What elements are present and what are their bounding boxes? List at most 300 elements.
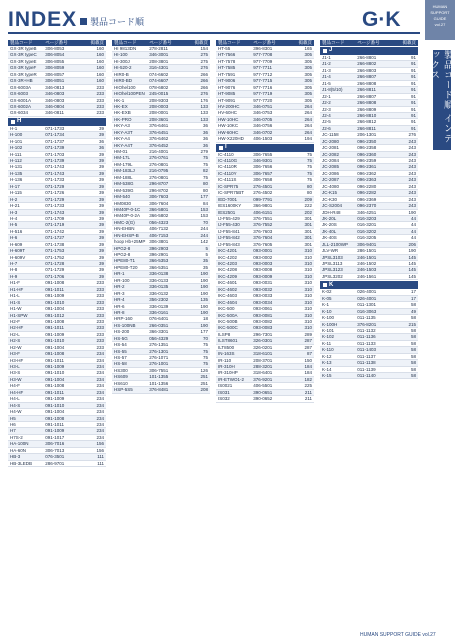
product-code: IKC-4601 xyxy=(218,280,238,286)
product-code: HV-60HC xyxy=(218,110,238,116)
product-code: HS-5G xyxy=(114,335,128,341)
page-number: 5 xyxy=(205,252,209,257)
section-header xyxy=(320,281,418,289)
page-number: 305 xyxy=(304,58,313,64)
catalog-number: 071-1743 xyxy=(45,170,65,176)
product-code: H4-L xyxy=(10,396,20,402)
page-number: 190 xyxy=(200,303,209,309)
page-number: 234 xyxy=(96,434,105,440)
product-code: HSP-5S5 xyxy=(114,387,133,393)
catalog-number: 096-2363 xyxy=(357,177,377,183)
page-number: 301 xyxy=(304,215,313,221)
product-code: JC-2080 xyxy=(322,138,340,144)
product-code: GX-3R typeC xyxy=(10,52,37,58)
index-column xyxy=(112,40,210,394)
product-code: JC-2082 xyxy=(322,151,340,157)
catalog-number: 336-0138 xyxy=(149,271,169,277)
page-number: 275 xyxy=(200,52,209,58)
page-number: 190 xyxy=(200,322,209,328)
catalog-number: 026-4001 xyxy=(357,295,377,301)
page-number: 234 xyxy=(96,409,105,415)
catalog-number: 376-6451 xyxy=(149,129,169,135)
page-number: 243 xyxy=(408,203,417,209)
product-code: J2-6 xyxy=(322,125,331,131)
product-code: H-7 xyxy=(10,261,18,266)
product-code: IC-4110G xyxy=(218,158,238,163)
square-bullet-icon xyxy=(323,283,327,287)
product-code: H-100 xyxy=(10,132,23,138)
page-number: 36 xyxy=(203,129,209,135)
product-code: IC-4110 xyxy=(218,151,234,157)
catalog-number: 071-1727 xyxy=(45,235,65,241)
catalog-number: 977-7716 xyxy=(253,84,273,90)
catalog-number: 306-7657 xyxy=(253,170,273,176)
page-number: 156 xyxy=(96,441,105,447)
product-code: JC-1158 xyxy=(322,132,339,138)
catalog-number: 071-1739 xyxy=(45,145,65,151)
product-code: ILSP8 xyxy=(218,331,231,337)
page-number: 233 xyxy=(96,110,105,116)
product-code: H-135 xyxy=(10,170,23,176)
catalog-number: 266-8801 xyxy=(357,55,377,60)
product-code: HIOhel100PEN xyxy=(114,91,145,97)
section-letter: J xyxy=(329,47,333,54)
catalog-number: 076-6401 xyxy=(149,316,169,322)
product-code: JC-S2004 xyxy=(322,203,343,209)
page-number: 58 xyxy=(411,334,417,340)
index-column xyxy=(320,40,418,379)
catalog-number: 101-1355 xyxy=(149,374,169,380)
page-number: 233 xyxy=(96,97,105,103)
page-number: 111 xyxy=(97,460,105,466)
catalog-number: 296-7301 xyxy=(253,331,273,337)
catalog-number: 266-8812 xyxy=(357,119,377,125)
badge-line: vol.27 xyxy=(434,22,446,27)
product-code: JK-20L xyxy=(322,215,337,221)
product-code: HIOhel100 xyxy=(114,84,136,90)
product-code: HR-2 xyxy=(114,284,125,290)
catalog-number: 011-1135 xyxy=(357,315,376,321)
catalog-number: 396-2901 xyxy=(149,252,169,257)
page-number: 234 xyxy=(96,389,105,395)
product-code: H3-HF xyxy=(10,357,24,363)
catalog-number: 306-9401 xyxy=(357,241,377,247)
page-number: 75 xyxy=(307,151,313,157)
product-code: HKY-A3T xyxy=(114,129,133,135)
product-code: HK-EX xyxy=(114,103,128,109)
page-number: 39 xyxy=(99,215,105,221)
product-code: IKC-500 xyxy=(218,306,235,312)
product-code: H4-W xyxy=(10,409,22,415)
page-number: 234 xyxy=(96,428,105,434)
page-number: 243 xyxy=(408,170,417,176)
page-number: 44 xyxy=(411,228,417,234)
product-code: JC-2084 xyxy=(322,158,340,163)
header-divider xyxy=(8,32,420,34)
page-number: 39 xyxy=(99,164,105,170)
header-page: 掲載頁 xyxy=(402,40,417,46)
catalog-number: 056-4329 xyxy=(149,335,169,341)
product-code: HB-3 xyxy=(10,454,21,460)
page-number: 58 xyxy=(411,373,417,378)
product-code: K-1 xyxy=(322,302,330,308)
product-code: HT-9085 xyxy=(218,91,236,97)
page-number: 279 xyxy=(200,149,209,154)
page-number: 177 xyxy=(200,329,209,335)
badge-line: HUMAN xyxy=(432,4,448,9)
product-code: J2-4 xyxy=(322,112,331,118)
product-code: HKY-A3 xyxy=(114,123,130,129)
catalog-number: 091-1012 xyxy=(45,312,65,318)
product-code: IR-310H xyxy=(218,364,235,369)
catalog-number: 977-7712 xyxy=(253,71,273,77)
product-code: H3-S xyxy=(10,370,21,376)
page-number: 287 xyxy=(304,338,313,344)
product-code: HS-54 xyxy=(114,342,127,348)
product-code: IKC-4208 xyxy=(218,267,238,273)
table-row xyxy=(112,387,210,393)
product-code: J2-2 xyxy=(322,100,331,106)
index-column xyxy=(216,40,314,403)
square-bullet-icon xyxy=(11,120,15,124)
product-code: HM-539G xyxy=(114,187,134,193)
product-code: JC-2086 xyxy=(322,170,340,176)
catalog-number: 306-7658 xyxy=(253,177,273,183)
page-number: 91 xyxy=(411,93,417,99)
product-code: H-111 xyxy=(10,151,22,157)
header-code: 製品コード xyxy=(218,40,241,46)
page-number: 126 xyxy=(200,367,209,373)
catalog-number: 208-3801 xyxy=(149,58,169,64)
catalog-number: 356-2302 xyxy=(149,297,169,303)
product-code: IC-4111S xyxy=(218,177,237,183)
page-number: 39 xyxy=(99,241,105,247)
product-code: K-02 xyxy=(322,289,332,295)
product-code: H-17 xyxy=(10,183,20,189)
page-number: 133 xyxy=(200,103,209,109)
product-code: IJ-F55-430 xyxy=(218,222,240,228)
catalog-number: 091-1010 xyxy=(45,299,65,305)
product-code: IR-310HP xyxy=(218,370,238,376)
product-code: JC-2087 xyxy=(322,177,340,183)
page-number: 233 xyxy=(96,280,105,286)
page-number: 266 xyxy=(200,84,209,90)
product-code: IES1600KY xyxy=(218,203,242,209)
page-number: 39 xyxy=(99,203,105,209)
catalog-number: 071-1726 xyxy=(45,190,65,196)
page-number: 266 xyxy=(200,78,209,84)
catalog-number: 071-1729 xyxy=(45,267,65,273)
product-code: H1-S xyxy=(10,299,21,305)
page-number: 234 xyxy=(96,421,105,427)
catalog-number: 276-4502 xyxy=(253,190,273,196)
product-code: J2-3 xyxy=(322,106,331,112)
page-number: 39 xyxy=(99,228,105,234)
product-code: K-10 xyxy=(322,308,332,314)
guide-badge xyxy=(425,0,455,40)
catalog-number: 074-6602 xyxy=(149,71,169,77)
product-code: H-101 xyxy=(10,138,23,144)
product-code: H2-W xyxy=(10,344,22,350)
page-number: 165 xyxy=(304,46,313,51)
product-code: ILT8500 xyxy=(218,344,235,350)
product-code: GX-6002A xyxy=(10,103,32,109)
catalog-number: 071-1742 xyxy=(45,228,65,234)
catalog-number: 346-0753 xyxy=(253,110,273,116)
catalog-number: 071-1734 xyxy=(45,132,65,138)
header-page: 掲載頁 xyxy=(90,40,105,46)
product-code: K-05 xyxy=(322,295,332,301)
table-row xyxy=(320,373,418,379)
product-code: HM-183LJ xyxy=(114,168,135,174)
page-number: 39 xyxy=(99,158,105,163)
square-bullet-icon xyxy=(323,49,327,53)
page-number: 209 xyxy=(304,196,313,202)
catalog-number: 091-1009 xyxy=(45,396,65,402)
product-code: GX-6003 xyxy=(10,91,29,97)
page-number: 264 xyxy=(304,116,313,122)
page-number: 234 xyxy=(96,376,105,382)
catalog-number: 306-8059 xyxy=(45,65,65,71)
product-code: HV-200HC xyxy=(218,103,240,109)
catalog-number: 093-0003 xyxy=(253,261,273,266)
catalog-number: 208-3701 xyxy=(253,357,273,363)
product-code: J2-1 xyxy=(322,93,331,99)
catalog-number: 266-8811 xyxy=(357,125,376,131)
catalog-number: 016-3203 xyxy=(357,215,377,221)
catalog-number: 276-1301 xyxy=(149,348,169,354)
catalog-number: 366-9801 xyxy=(253,203,273,209)
page-number: 49 xyxy=(411,308,417,314)
page-number: 58 xyxy=(411,327,417,333)
catalog-number: 276-1001 xyxy=(149,361,169,367)
product-code: H3-L xyxy=(10,364,20,369)
page-number: 182 xyxy=(304,376,313,382)
catalog-number: 096-2280 xyxy=(357,183,377,189)
catalog-number: 266-8807 xyxy=(357,74,377,80)
page-number: 75 xyxy=(307,170,313,176)
page-number: 80 xyxy=(203,181,209,187)
side-tab: 製品コード順 インデックス xyxy=(433,50,451,150)
page-number: 233 xyxy=(96,344,105,350)
page-number: 287 xyxy=(304,344,313,350)
product-code: HM40P-0-2A xyxy=(114,213,141,219)
page-number: 84 xyxy=(203,200,209,206)
catalog-number: 376-6452 xyxy=(149,142,169,148)
product-code: H-609V xyxy=(10,254,26,260)
catalog-number: 977-7709 xyxy=(253,58,273,64)
page-number: 310 xyxy=(304,318,313,324)
catalog-number: 096-2369 xyxy=(357,196,377,202)
product-code: HT-7591 xyxy=(218,71,236,77)
page-number: 243 xyxy=(408,183,417,189)
page-number: 160 xyxy=(96,78,105,84)
product-code: IR-ETWO1-2 xyxy=(218,376,245,382)
catalog-number: 346-0811 xyxy=(45,110,64,116)
product-code: J1-1 xyxy=(322,55,331,60)
page-number: 75 xyxy=(307,164,313,170)
page-number: 233 xyxy=(96,286,105,292)
catalog-number: 093-0032 xyxy=(253,286,273,292)
product-code: HS-55 xyxy=(114,348,127,354)
product-code: HT-7566 xyxy=(218,52,236,58)
page-number: 266 xyxy=(200,71,209,77)
catalog-number: 366-5353 xyxy=(149,258,169,264)
page-number: 39 xyxy=(99,267,105,273)
product-code: ILST8601 xyxy=(218,338,238,344)
page-number: 39 xyxy=(99,170,105,176)
catalog-number: 093-0034 xyxy=(253,299,273,305)
product-code: H-131 xyxy=(10,164,23,170)
catalog-number: 091-1004 xyxy=(45,344,65,350)
catalog-number: 093-0033 xyxy=(253,293,273,299)
page-number: 91 xyxy=(411,74,417,80)
catalog-number: 091-1008 xyxy=(45,415,65,421)
product-code: IKC-4201 xyxy=(218,248,238,254)
page-number: 58 xyxy=(411,347,417,353)
product-code: H-112 xyxy=(10,158,22,163)
page-number: 91 xyxy=(411,61,417,67)
product-code: JDH-R48 xyxy=(322,209,341,215)
header-page: 掲載頁 xyxy=(194,40,209,46)
table-row xyxy=(320,274,418,280)
catalog-number: 078-6802 xyxy=(149,84,169,90)
page-number: 39 xyxy=(99,222,105,228)
badge-line: SUPPORT xyxy=(430,10,450,15)
page-number: 160 xyxy=(96,52,105,58)
page-number: 39 xyxy=(99,177,105,183)
product-code: IJ-F55-842 xyxy=(218,235,240,241)
catalog-number: 245-0015 xyxy=(149,91,169,97)
product-code: HKY-A4 xyxy=(114,136,130,142)
product-code: H7S-2 xyxy=(10,434,23,440)
product-code: K-101 xyxy=(322,327,335,333)
product-code: IKC-4202 xyxy=(218,254,238,260)
product-code: HK-EXB xyxy=(114,110,131,116)
page-number: 91 xyxy=(411,80,417,86)
catalog-number: 091-1011 xyxy=(45,389,64,395)
product-code: IS0021 xyxy=(218,383,233,389)
page-number: 305 xyxy=(304,84,313,90)
product-code: GX-6003A xyxy=(10,84,32,90)
catalog-number: 276-4501 xyxy=(253,183,273,189)
page-number: 190 xyxy=(408,248,417,254)
page-number: 310 xyxy=(304,325,313,331)
product-code: H4-HF xyxy=(10,389,24,395)
product-code: IED-7001 xyxy=(218,196,238,202)
catalog-number: 071-1733 xyxy=(45,125,65,131)
product-code: IS031 xyxy=(218,389,230,395)
catalog-number: 071-1706 xyxy=(45,273,65,279)
product-code: JPSL3123 xyxy=(322,267,343,273)
footer-text: HUMAN SUPPORT GUIDE vol.27 xyxy=(360,632,436,638)
catalog-number: 071-1709 xyxy=(45,215,65,221)
product-code: HN-EHSP-B xyxy=(114,232,139,238)
catalog-number: 096-2362 xyxy=(357,170,377,176)
page-number: 251 xyxy=(200,380,209,386)
page-number: 305 xyxy=(304,78,313,84)
page-number: 17 xyxy=(411,295,417,301)
product-code: HI 9813DN xyxy=(114,46,137,51)
catalog-number: 091-1010 xyxy=(45,402,65,408)
page-number: 153 xyxy=(200,213,209,219)
page-number: 17 xyxy=(411,289,417,295)
catalog-number: 091-1010 xyxy=(45,370,65,376)
index-letters: G·K xyxy=(362,8,401,31)
page-number: 75 xyxy=(307,158,313,163)
catalog-number: 071-1753 xyxy=(45,248,65,254)
catalog-number: 306-8054 xyxy=(45,52,65,58)
page-number: 39 xyxy=(99,273,105,279)
page-number: 233 xyxy=(96,331,105,337)
page-number: 233 xyxy=(96,318,105,324)
page-number: 310 xyxy=(304,248,313,254)
catalog-number: 246-1561 xyxy=(357,273,377,279)
page-number: 234 xyxy=(96,364,105,369)
product-code: IJ-F55-843 xyxy=(218,241,240,247)
catalog-number: 093-0081 xyxy=(253,312,273,318)
page-number: 234 xyxy=(96,351,105,357)
product-code: H-1 xyxy=(10,125,18,131)
header-code: 製品コード xyxy=(114,40,137,46)
page-number: 310 xyxy=(304,312,313,318)
catalog-number: 071-1719 xyxy=(45,222,65,228)
catalog-number: 266-8803 xyxy=(357,67,377,73)
product-code: K-13 xyxy=(322,360,332,366)
catalog-number: 208-3601 xyxy=(149,116,169,122)
catalog-number: 336-0135 xyxy=(149,284,169,290)
catalog-number: 390-0652 xyxy=(253,396,273,402)
page-number: 244 xyxy=(200,226,209,232)
page-number: 233 xyxy=(96,312,105,318)
catalog-number: 406-5501 xyxy=(253,383,273,389)
catalog-number: 091-1011 xyxy=(45,357,64,363)
product-code: HM0830 xyxy=(114,200,132,206)
page-number: 190 xyxy=(200,309,209,315)
page-number: 80 xyxy=(307,190,313,196)
page-number: 153 xyxy=(200,206,209,212)
product-code: HS-200 xyxy=(114,329,130,335)
product-code: H6 xyxy=(10,421,16,427)
product-code: HM-538G xyxy=(114,181,134,187)
page-number: 39 xyxy=(99,209,105,215)
catalog-number: 346-0804 xyxy=(45,103,65,109)
catalog-number: 336-0161 xyxy=(149,309,169,315)
product-code: HI-100 xyxy=(114,52,128,58)
page-number: 244 xyxy=(200,232,209,238)
product-code: HM-188L xyxy=(114,174,133,180)
page-number: 70 xyxy=(203,335,209,341)
page-number: 91 xyxy=(411,125,417,131)
product-code: J1-2 xyxy=(322,61,331,67)
catalog-number: 206-1301 xyxy=(357,132,377,138)
product-code: HS610 xyxy=(114,380,128,386)
catalog-number: 071-1733 xyxy=(45,203,65,209)
page-number: 310 xyxy=(304,299,313,305)
catalog-number: 266-8811 xyxy=(357,87,376,93)
index-column xyxy=(8,40,106,467)
product-code: H3-F xyxy=(10,351,20,357)
catalog-number: 093-0031 xyxy=(253,280,273,286)
catalog-number: 366-3301 xyxy=(149,329,169,335)
catalog-number: 101-1356 xyxy=(149,380,169,386)
page-number: 35 xyxy=(203,258,209,264)
product-code: H-2 xyxy=(10,196,18,202)
product-code: GX-3R+HB xyxy=(10,78,33,84)
catalog-number: 306-7016 xyxy=(45,441,65,447)
product-code: JC-2081 xyxy=(322,145,340,151)
catalog-number: 011-1138 xyxy=(357,360,376,366)
